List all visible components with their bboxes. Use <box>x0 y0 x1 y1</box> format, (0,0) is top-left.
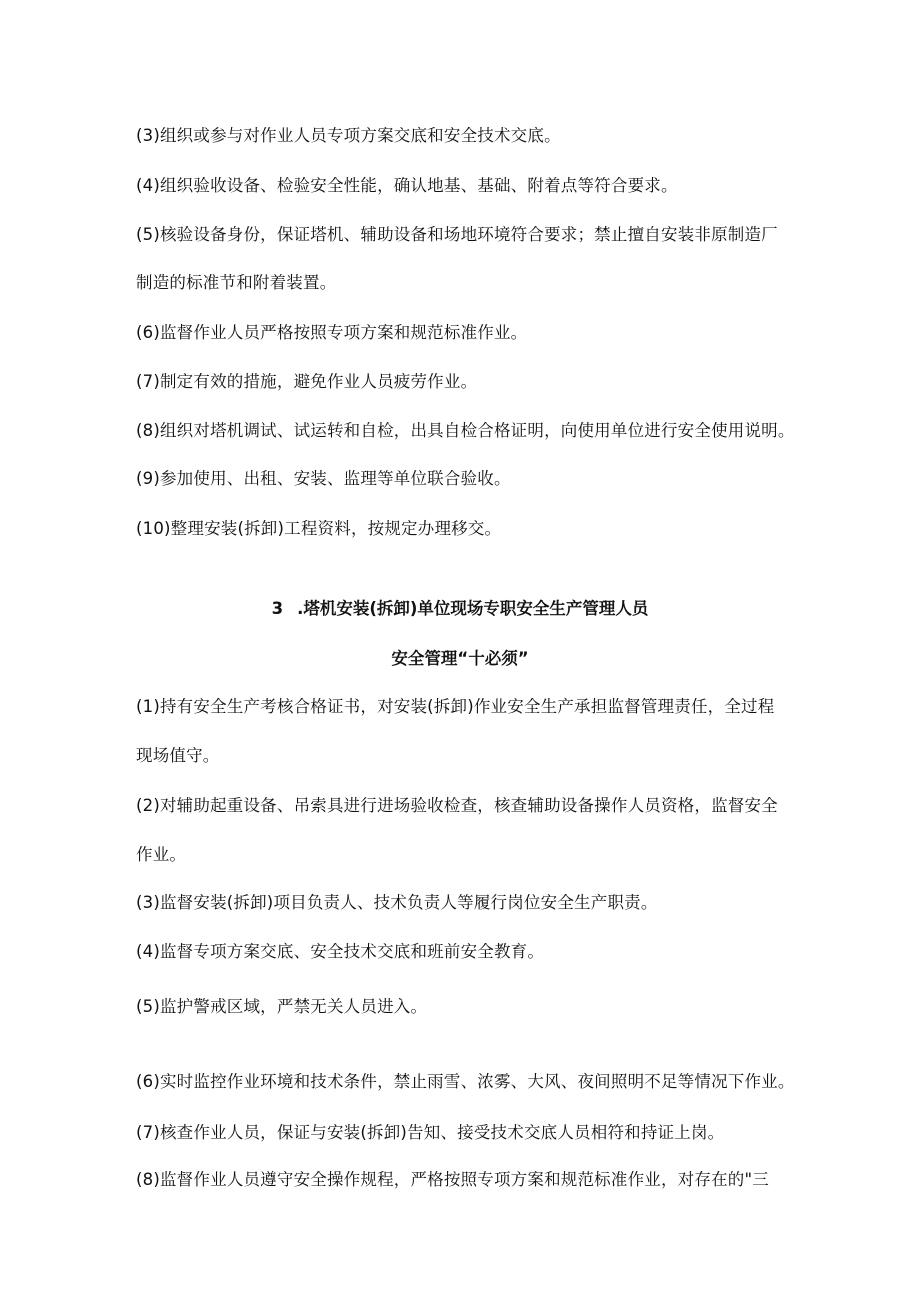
section-heading <box>0 598 920 620</box>
list-item: (5)核验设备身份，保证塔机、辅助设备和场地环境符合要求；禁止擅自安装非原制造厂 <box>136 225 778 244</box>
list-item: (9)参加使用、出租、安装、监理等单位联合验收。 <box>136 469 511 488</box>
list-item: (1)持有安全生产考核合格证书，对安装(拆卸)作业安全生产承担监督管理责任，全过程 <box>136 697 775 716</box>
list-item: (8)监督作业人员遵守安全操作规程，严格按照专项方案和规范标准作业，对存在的"三 <box>136 1170 769 1189</box>
section-title: .塔机安装(拆卸)单位现场专职安全生产管理人员 <box>297 599 649 618</box>
list-item: (6)实时监控作业环境和技术条件，禁止雨雪、浓雾、大风、夜间照明不足等情况下作业。 <box>136 1072 795 1091</box>
section-subheading: 安全管理“十必须” <box>391 649 529 668</box>
list-item: (3)组织或参与对作业人员专项方案交底和安全技术交底。 <box>136 126 561 145</box>
list-item: (5)监护警戒区域，严禁无关人员进入。 <box>136 997 428 1016</box>
list-item: (7)核查作业人员，保证与安装(拆卸)告知、接受技术交底人员相符和持证上岗。 <box>136 1123 725 1142</box>
section-number: 3 <box>271 599 284 618</box>
list-item: (4)组织验收设备、检验安全性能，确认地基、基础、附着点等符合要求。 <box>136 176 678 195</box>
list-item: (8)组织对塔机调试、试运转和自检，出具自检合格证明，向使用单位进行安全使用说明。 <box>136 421 795 440</box>
list-item: (2)对辅助起重设备、吊索具进行进场验收检查，核查辅助设备操作人员资格，监督安全 <box>136 796 778 815</box>
list-item: (3)监督安装(拆卸)项目负责人、技术负责人等履行岗位安全生产职责。 <box>136 893 658 912</box>
list-item-continuation: 现场值守。 <box>136 746 220 765</box>
list-item: (10)整理安装(拆卸)工程资料，按规定办理移交。 <box>136 519 502 538</box>
list-item-continuation: 制造的标准节和附着装置。 <box>136 273 337 292</box>
list-item: (7)制定有效的措施，避免作业人员疲劳作业。 <box>136 372 478 391</box>
list-item-continuation: 作业。 <box>136 845 187 864</box>
list-item: (6)监督作业人员严格按照专项方案和规范标准作业。 <box>136 323 528 342</box>
list-item: (4)监督专项方案交底、安全技术交底和班前安全教育。 <box>136 942 545 961</box>
